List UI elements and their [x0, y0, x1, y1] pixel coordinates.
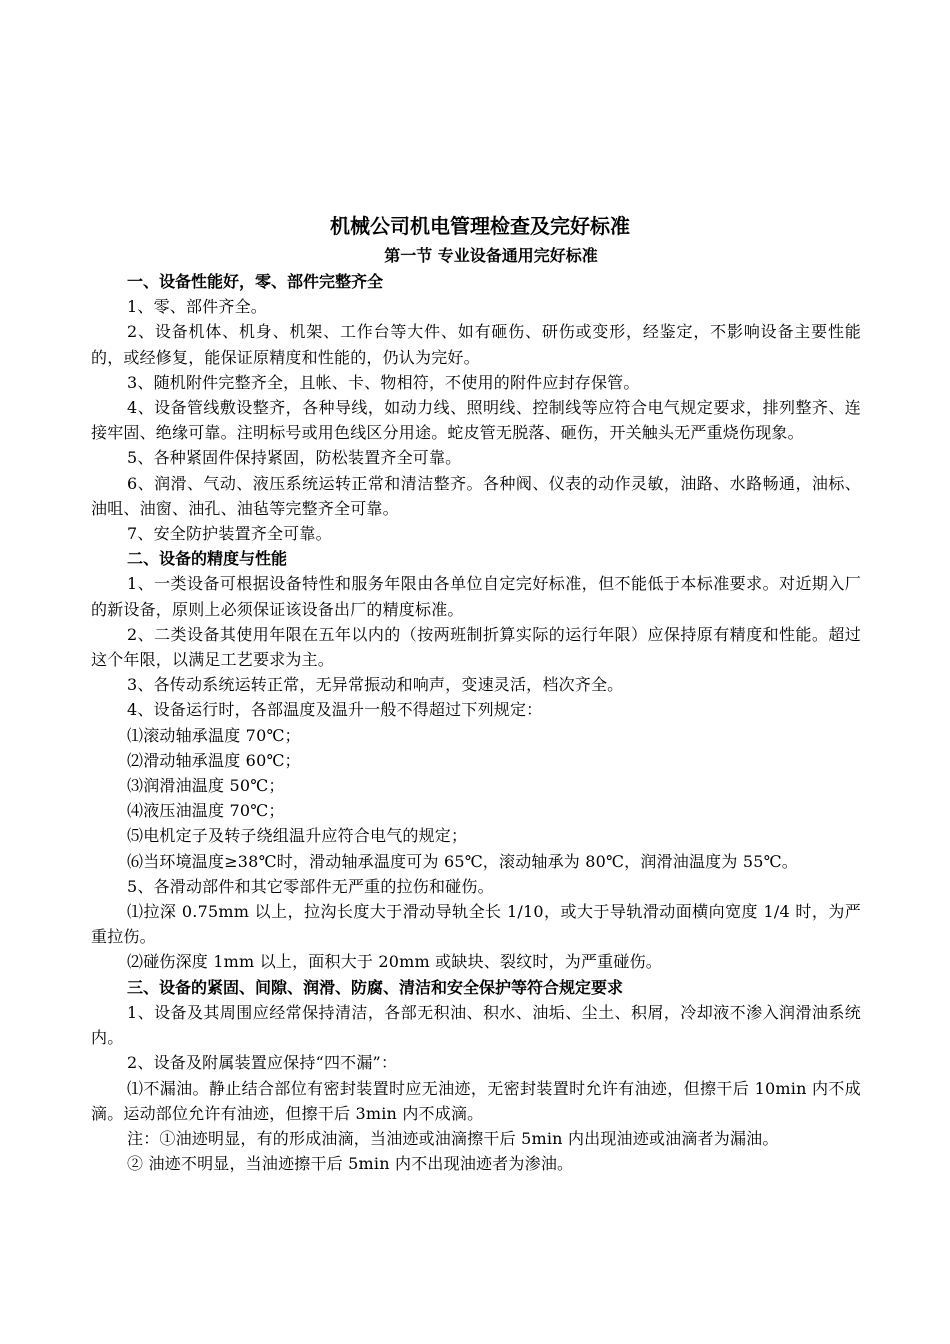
paragraph: 2、设备及附属装置应保持“四不漏”： — [127, 1053, 398, 1073]
paragraph: ⑶润滑油温度 50℃； — [127, 776, 285, 796]
paragraph: 1、设备及其周围应经常保持清洁，各部无积油、积水、油垢、尘土、积屑，冷却液不渗入润滑油系统内。 — [91, 1002, 861, 1048]
document-body — [91, 209, 861, 1176]
paragraph: ⑴不漏油。静止结合部位有密封装置时应无油迹，无密封装置时允许有油迹，但擦干后 10min 内不成滴。运动部位允许有油迹，但擦干后 3min 内不成滴。 — [91, 1078, 861, 1123]
section-title: 第一节 专业设备通用完好标准 — [384, 246, 598, 265]
paragraph: 注：①油迹明显，有的形成油滴，当油迹或油滴擦干后 5min 内出现油迹或油滴者为漏油。 — [127, 1128, 779, 1148]
paragraph: 7、安全防护装置齐全可靠。 — [127, 524, 332, 544]
section-heading: 三、设备的紧固、间隙、润滑、防腐、清洁和安全保护等符合规定要求 — [127, 977, 624, 997]
paragraph: ⑵滑动轴承温度 60℃； — [127, 750, 301, 770]
paragraph: ⑷液压油温度 70℃； — [127, 801, 285, 821]
paragraph: 2、设备机体、机身、机架、工作台等大件、如有砸伤、研伤或变形，经鉴定，不影响设备主要性能的，或经修复，能保证原精度和性能的，仍认为完好。 — [91, 322, 861, 367]
section-heading: 二、设备的精度与性能 — [127, 549, 288, 569]
paragraph: ⑹当环境温度≥38℃时，滑动轴承温度可为 65℃，滚动轴承为 80℃，润滑油温度为 55℃。 — [127, 851, 798, 871]
paragraph: 5、各滑动部件和其它零部件无严重的拉伤和碰伤。 — [127, 876, 494, 896]
paragraph: ② 油迹不明显，当油迹擦干后 5min 内不出现油迹者为渗油。 — [127, 1154, 574, 1174]
paragraph: 3、随机附件完整齐全，且帐、卡、物相符，不使用的附件应封存保管。 — [127, 372, 640, 392]
paragraph: ⑸电机定子及转子绕组温升应符合电气的规定； — [127, 826, 468, 846]
paragraph: 3、各传动系统运转正常，无异常振动和响声，变速灵活，档次齐全。 — [127, 675, 624, 695]
paragraph: 5、各种紧固件保持紧固，防松装置齐全可靠。 — [127, 448, 462, 468]
paragraph: 1、一类设备可根据设备特性和服务年限由各单位自定完好标准，但不能低于本标准要求。对近期入厂的新设备，原则上必须保证该设备出厂的精度标准。 — [91, 574, 861, 619]
paragraph: 4、设备管线敷设整齐，各种导线，如动力线、照明线、控制线等应符合电气规定要求，排列整齐、连接牢固、绝缘可靠。注明标号或用色线区分用途。蛇皮管无脱落、砸伤，开关触头无严重烧伤现象。 — [91, 398, 861, 443]
paragraph: ⑴滚动轴承温度 70℃； — [127, 725, 301, 745]
document-text — [91, 269, 861, 1176]
paragraph: 1、零、部件齐全。 — [127, 297, 267, 317]
document-title: 机械公司机电管理检查及完好标准 — [330, 214, 630, 238]
paragraph: ⑴拉深 0.75mm 以上，拉沟长度大于滑动导轨全长 1/10，或大于导轨滑动面横向宽度 1/4 时，为严重拉伤。 — [91, 902, 861, 947]
paragraph: ⑵碰伤深度 1mm 以上，面积大于 20mm 或缺块、裂纹时，为严重碰伤。 — [127, 952, 662, 972]
paragraph: 4、设备运行时，各部温度及温升一般不得超过下列规定： — [127, 700, 543, 720]
section-heading: 一、设备性能好，零、部件完整齐全 — [127, 272, 384, 291]
paragraph: 2、二类设备其使用年限在五年以内的（按两班制折算实际的运行年限）应保持原有精度和性能。超过这个年限，以满足工艺要求为主。 — [91, 624, 861, 670]
paragraph: 6、润滑、气动、液压系统运转正常和清洁整齐。各种阀、仪表的动作灵敏，油路、水路畅通，油标、油咀、油窗、油孔、油毡等完整齐全可靠。 — [91, 473, 861, 518]
